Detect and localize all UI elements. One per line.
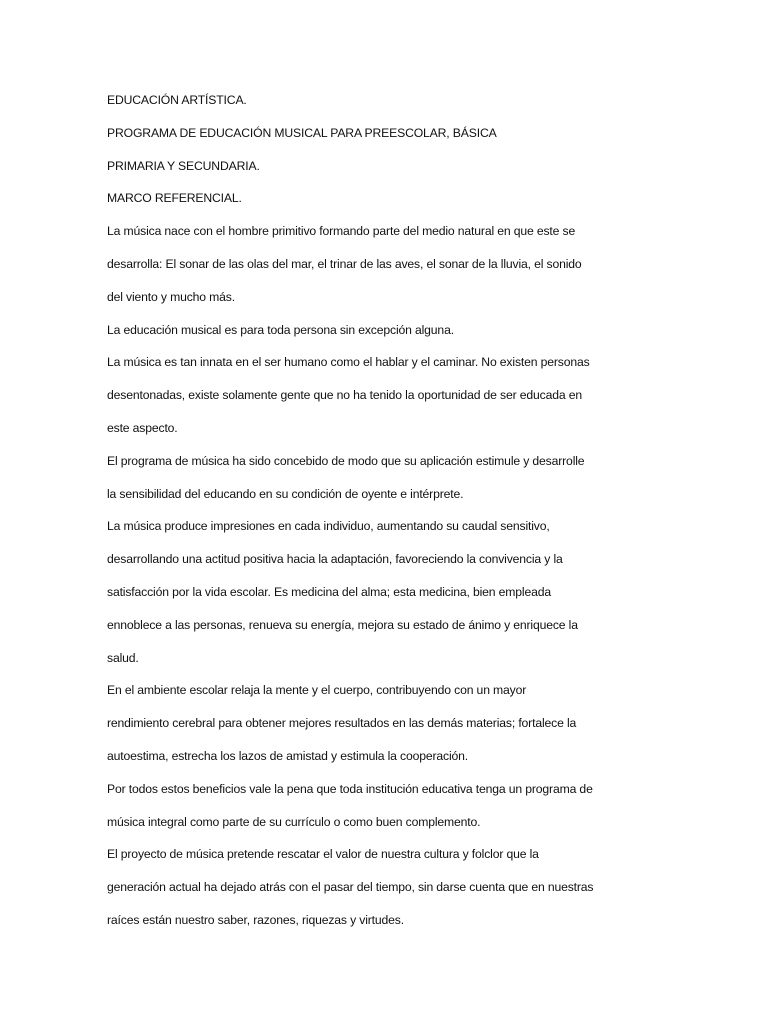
body-text-line: raíces están nuestro saber, razones, riquezas y virtudes.: [107, 912, 404, 927]
body-text-line: La música produce impresiones en cada individuo, aumentando su caudal sensitivo,: [107, 519, 550, 534]
body-text-line: En el ambiente escolar relaja la mente y el cuerpo, contribuyendo con un mayor: [107, 683, 527, 698]
body-text-line: música integral como parte de su currículo o como buen complemento.: [107, 814, 481, 829]
body-text-line: generación actual ha dejado atrás con el pasar del tiempo, sin darse cuenta que en nuestras: [107, 880, 594, 895]
body-text-line: Por todos estos beneficios vale la pena que toda institución educativa tenga un programa de: [107, 781, 593, 796]
document-body: [107, 88, 647, 941]
body-text-line: ennoblece a las personas, renueva su energía, mejora su estado de ánimo y enriquece la: [107, 617, 578, 632]
program-heading-line-2: PRIMARIA Y SECUNDARIA.: [107, 158, 260, 173]
body-text-line: autoestima, estrecha los lazos de amistad y estimula la cooperación.: [107, 748, 469, 763]
body-text-line: desarrolla: El sonar de las olas del mar, el trinar de las aves, el sonar de la lluvia, el sonido: [107, 256, 582, 271]
body-text-line: La música nace con el hombre primitivo formando parte del medio natural en que este se: [107, 224, 576, 239]
body-text-line: El proyecto de música pretende rescatar el valor de nuestra cultura y folclor que la: [107, 847, 539, 862]
body-text-line: La música es tan innata en el ser humano como el hablar y el caminar. No existen personas: [107, 355, 590, 370]
body-text-line: desarrollando una actitud positiva hacia la adaptación, favoreciendo la convivencia y la: [107, 552, 563, 567]
body-text-line: salud.: [107, 650, 139, 665]
body-text-line: La educación musical es para toda persona sin excepción alguna.: [107, 322, 454, 337]
body-text-line: desentonadas, existe solamente gente que no ha tenido la oportunidad de ser educada en: [107, 388, 582, 403]
body-text-line: del viento y mucho más.: [107, 289, 235, 304]
body-text-line: la sensibilidad del educando en su condición de oyente e intérprete.: [107, 486, 464, 501]
body-text-line: satisfacción por la vida escolar. Es medicina del alma; esta medicina, bien empleada: [107, 584, 551, 599]
document-title: EDUCACIÓN ARTÍSTICA.: [107, 93, 247, 107]
program-heading-line-1: PROGRAMA DE EDUCACIÓN MUSICAL PARA PREESCOLAR, BÁSICA: [107, 125, 497, 140]
body-text-line: El programa de música ha sido concebido de modo que su aplicación estimule y desarrolle: [107, 453, 585, 468]
body-text-line: rendimiento cerebral para obtener mejores resultados en las demás materias; fortalece la: [107, 716, 577, 731]
body-text-line: este aspecto.: [107, 420, 178, 435]
section-heading: MARCO REFERENCIAL.: [107, 191, 242, 206]
